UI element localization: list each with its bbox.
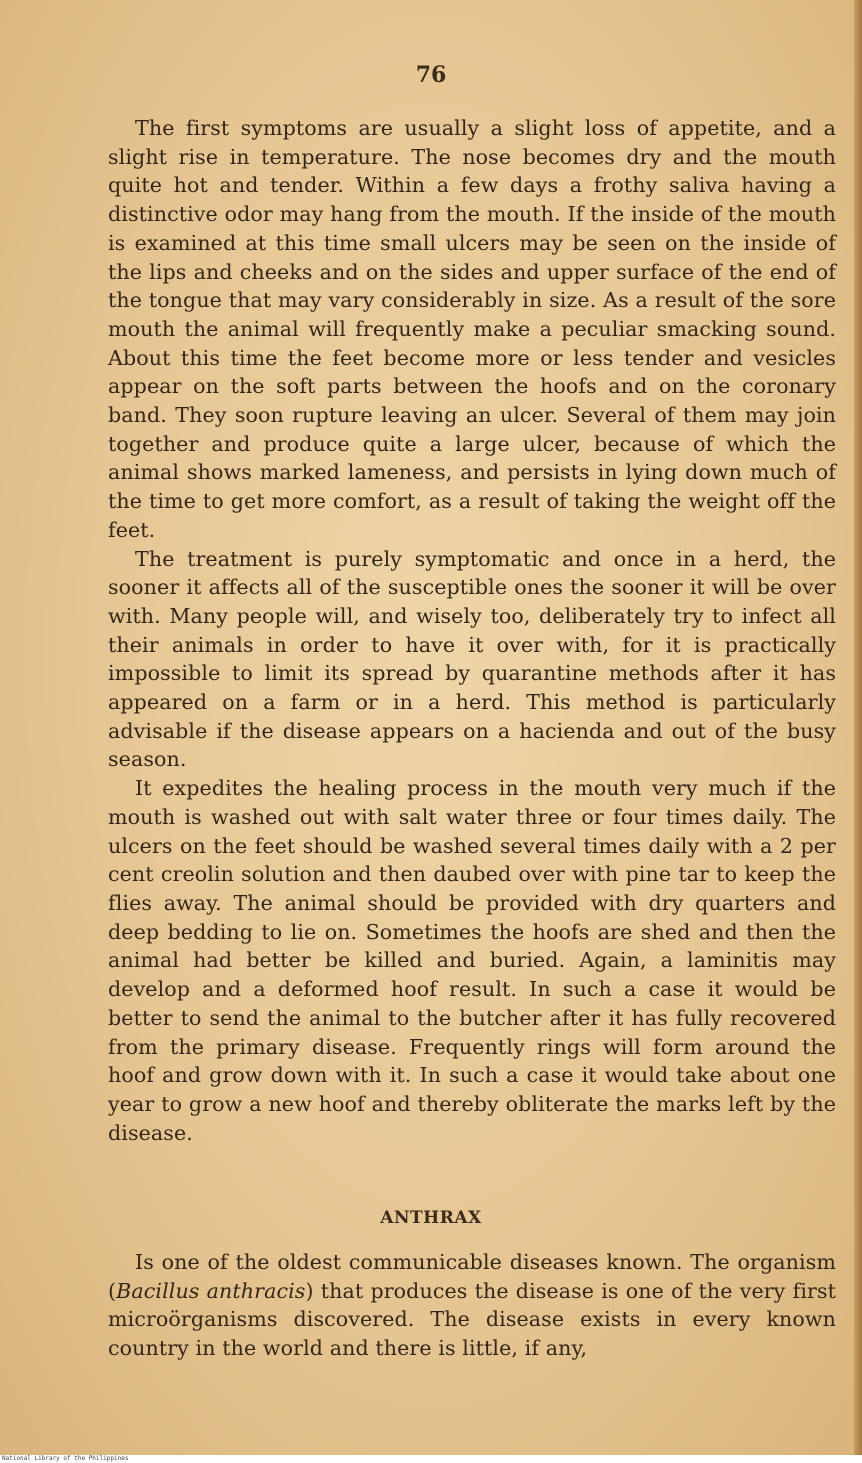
- footer-credit: National Library of the Philippines: [0, 1455, 862, 1463]
- page-number: 76: [415, 62, 447, 88]
- body-text-upper: [108, 114, 836, 1147]
- page-edge: [854, 0, 862, 1455]
- paragraph-anthrax: [108, 1248, 836, 1363]
- paragraph-symptoms: The first symptoms are usually a slight loss of appetite, and a slight rise in temperature. The nose becomes dry and the mouth quite hot and tender. Within a few days a frothy saliva having a distinctive odor may hang from the mouth. If the inside of the mouth is examined at this time small ulcers may be seen on the inside of the lips and cheeks and on the sides and upper surface of the end of the tongue that may vary considerably in size. As a result of the sore mouth the animal will frequently make a peculiar smacking sound. About this time the feet become more or less tender and vesicles appear on the soft parts between the hoofs and on the coronary band. They soon rupture leaving an ulcer. Several of them may join together and produce quite a large ulcer, because of which the animal shows marked lameness, and persists in lying down much of the time to get more comfort, as a result of taking the weight off the feet.: [108, 116, 836, 542]
- anthrax-text-start: Is one of the oldest communicable diseases known. The organism (: [108, 1250, 836, 1303]
- section-heading-anthrax: ANTHRAX: [380, 1208, 482, 1228]
- body-text-anthrax: [108, 1248, 836, 1363]
- anthrax-text-end: ) that produces the disease is one of the very first microörganisms discovered. The disease exists in every known country in the world and there is little, if any,: [108, 1278, 836, 1361]
- bacillus-name: Bacillus anthracis: [116, 1278, 306, 1303]
- paragraph-treatment: The treatment is purely symptomatic and once in a herd, the sooner it affects all of the susceptible ones the sooner it will be over with. Many people will, and wisely too, deliberately try to infect all their animals in order to have it over with, for it is practically impossible to limit its spread by quarantine methods after it has appeared on a farm or in a herd. This method is particularly advisable if the disease appears on a hacienda and out of the busy season.: [108, 546, 836, 772]
- paragraph-healing: It expedites the healing process in the mouth very much if the mouth is washed out with salt water three or four times daily. The ulcers on the feet should be washed several times daily with a 2 per cent creolin solution and then daubed over with pine tar to keep the flies away. The animal should be provided with dry quarters and deep bedding to lie on. Sometimes the hoofs are shed and then the animal had better be killed and buried. Again, a laminitis may develop and a deformed hoof result. In such a case it would be better to send the animal to the butcher after it has fully recovered from the primary disease. Frequently rings will form around the hoof and grow down with it. In such a case it would take about one year to grow a new hoof and thereby obliterate the marks left by the disease.: [108, 776, 836, 1145]
